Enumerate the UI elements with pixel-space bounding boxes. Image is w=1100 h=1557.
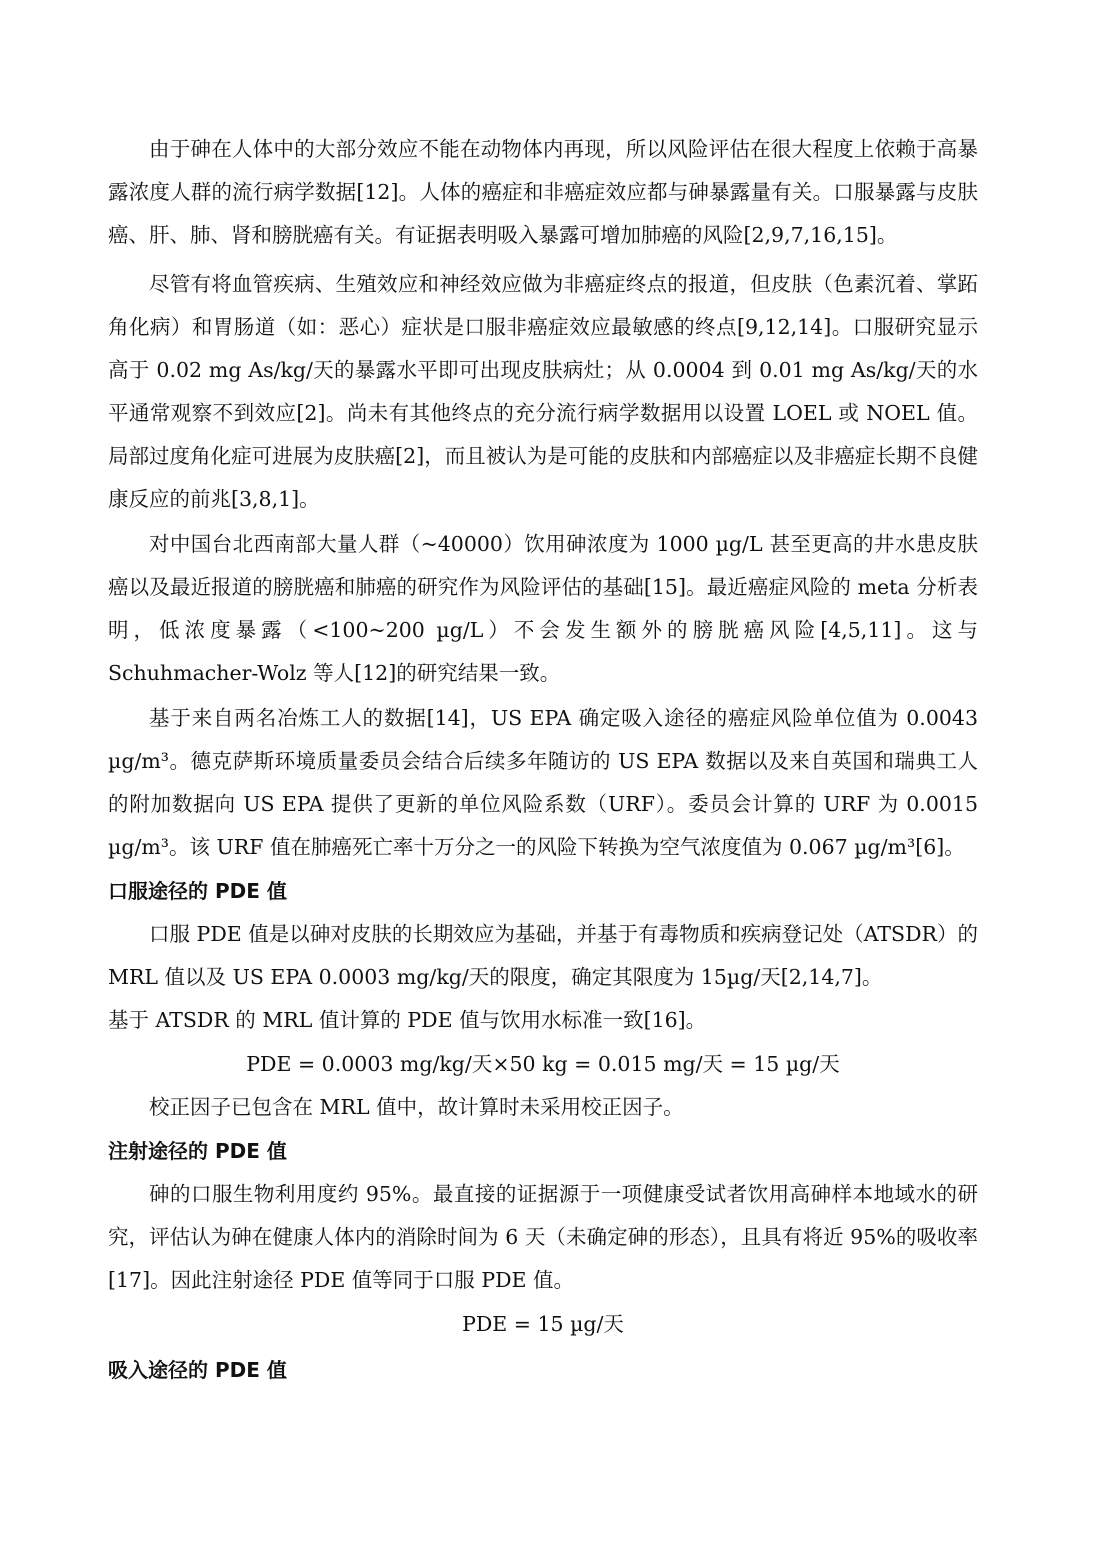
heading-inhalation-pde: 吸入途径的 PDE 值	[108, 1358, 287, 1382]
formula-oral-pde: PDE = 0.0003 mg/kg/天×50 kg = 0.015 mg/天 = 15 µg/天	[246, 1052, 840, 1076]
paragraph-correction-factor: 校正因子已包含在 MRL 值中，故计算时未采用校正因子。	[149, 1095, 684, 1119]
heading-oral-pde: 口服途径的 PDE 值	[108, 879, 287, 903]
paragraph-inhalation-unit-risk: 基于来自两名冶炼工人的数据[14]，US EPA 确定吸入途径的癌症风险单位值为 0.0043 µg/m³。德克萨斯环境质量委员会结合后续多年随访的 US EPA 数据以及来自英国和瑞典工人的附加数据向 US EPA 提供了更新的单位风险系数（URF）。委员会计算的 URF 为 0.0015 µg/m³。该 URF 值在肺癌死亡率十万分之一的风险下转换为空气浓度值为 0.067 µg/m³[6]。	[108, 706, 978, 859]
paragraph-arsenic-risk-assessment: 由于砷在人体中的大部分效应不能在动物体内再现，所以风险评估在很大程度上依赖于高暴露浓度人群的流行病学数据[12]。人体的癌症和非癌症效应都与砷暴露量有关。口服暴露与皮肤癌、肝、肺、肾和膀胱癌有关。有证据表明吸入暴露可增加肺癌的风险[2,9,7,16,15]。	[108, 137, 978, 247]
heading-parenteral-pde: 注射途径的 PDE 值	[108, 1139, 287, 1163]
paragraph-taiwan-study: 对中国台北西南部大量人群（~40000）饮用砷浓度为 1000 µg/L 甚至更高的井水患皮肤癌以及最近报道的膀胱癌和肺癌的研究作为风险评估的基础[15]。最近癌症风险的 meta 分析表明，低浓度暴露（<100~200 µg/L）不会发生额外的膀胱癌风险[4,5,11]。这与 Schuhmacher-Wolz 等人[12]的研究结果一致。	[108, 532, 978, 685]
paragraph-oral-pde: 口服 PDE 值是以砷对皮肤的长期效应为基础，并基于有毒物质和疾病登记处（ATSDR）的 MRL 值以及 US EPA 0.0003 mg/kg/天的限度，确定其限度为 15µg/天[2,14,7]。	[108, 922, 978, 989]
formula-parenteral-pde: PDE = 15 µg/天	[462, 1312, 624, 1336]
document-body	[108, 128, 978, 1392]
paragraph-oral-pde-consistency: 基于 ATSDR 的 MRL 值计算的 PDE 值与饮用水标准一致[16]。	[108, 1008, 707, 1032]
paragraph-non-cancer-endpoints: 尽管有将血管疾病、生殖效应和神经效应做为非癌症终点的报道，但皮肤（色素沉着、掌跖角化病）和胃肠道（如：恶心）症状是口服非癌症效应最敏感的终点[9,12,14]。口服研究显示高于 0.02 mg As/kg/天的暴露水平即可出现皮肤病灶；从 0.0004 到 0.01 mg As/kg/天的水平通常观察不到效应[2]。尚未有其他终点的充分流行病学数据用以设置 LOEL 或 NOEL 值。局部过度角化症可进展为皮肤癌[2]，而且被认为是可能的皮肤和内部癌症以及非癌症长期不良健康反应的前兆[3,8,1]。	[108, 272, 978, 511]
paragraph-parenteral-pde: 砷的口服生物利用度约 95%。最直接的证据源于一项健康受试者饮用高砷样本地域水的研究，评估认为砷在健康人体内的消除时间为 6 天（未确定砷的形态），且具有将近 95%的吸收率[17]。因此注射途径 PDE 值等同于口服 PDE 值。	[108, 1182, 978, 1292]
